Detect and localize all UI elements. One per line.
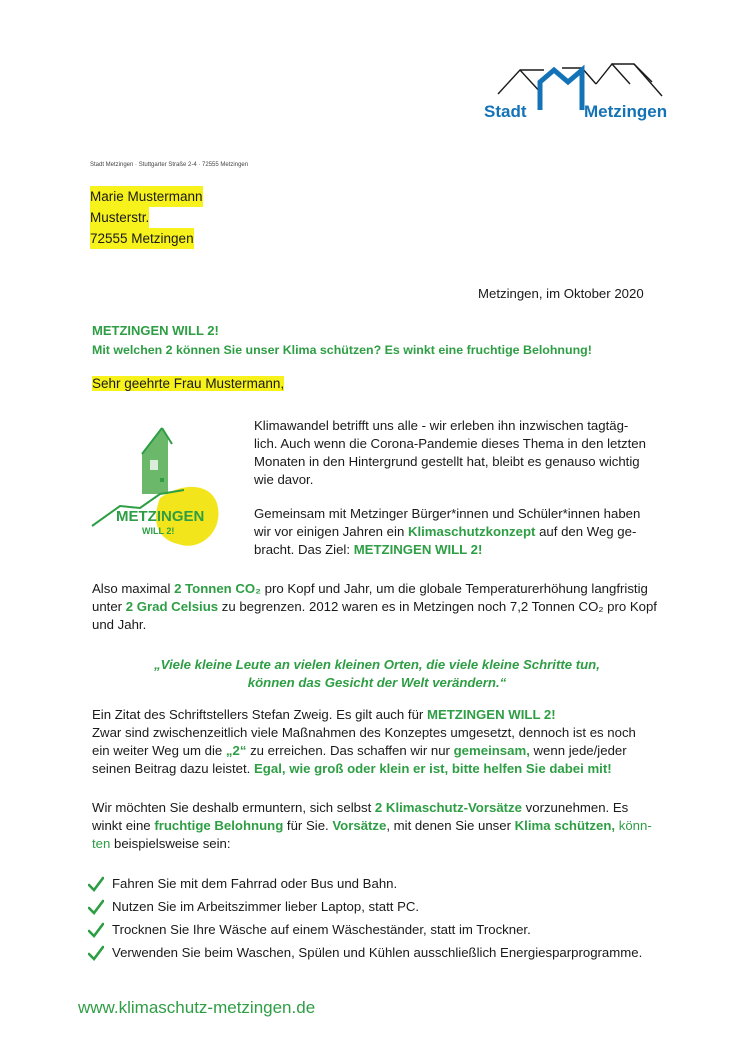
list-item: Verwenden Sie beim Waschen, Spülen und Kühlen ausschließlich Energiesparprogramme.: [88, 941, 708, 964]
letter-date: Metzingen, im Oktober 2020: [478, 286, 644, 301]
recipient-address: [90, 186, 203, 249]
paragraph-resolutions: Wir möchten Sie deshalb ermuntern, sich selbst 2 Klimaschutz-Vorsätze vorzunehmen. Es winkt eine fruchtige Belohnung für Sie. Vorsätze, mit denen Sie unser Klima schützen, könn- ten beispielsweise sein:: [92, 800, 652, 851]
highlight-klimaschutzkonzept: Klimaschutzkonzept: [407, 524, 536, 539]
paragraph-together: Ein Zitat des Schriftstellers Stefan Zweig. Es gilt auch für METZINGEN WILL 2! Zwar sind zwischenzeitlich viele Maßnahmen des Konzeptes umgesetzt, dennoch ist es noch ein weiter Weg um die „2“ zu erreichen. Das schaffen wir nur gemeinsam, wenn jede/jeder seinen Beitrag dazu leistet. Egal, wie groß oder klein er ist, bitte helfen Sie dabei mit!: [92, 707, 636, 776]
checkmark-icon: [88, 876, 104, 892]
emblem-text-will2: WILL 2!: [142, 526, 175, 536]
recipient-city: 72555 Metzingen: [90, 228, 194, 249]
paragraph-concept: Gemeinsam mit Metzinger Bürger*innen und Schüler*innen haben wir vor einigen Jahren ein Klimaschutzkonzept auf den Weg ge- bracht. Das Ziel: METZINGEN WILL 2!: [254, 506, 641, 557]
emblem-text-metzingen: METZINGEN: [116, 508, 205, 525]
recipient-name: Marie Mustermann: [90, 186, 203, 207]
zweig-quote: „Viele kleine Leute an vielen kleinen Orten, die viele kleine Schritte tun, können das Gesicht der Welt verändern.“: [154, 657, 600, 690]
paragraph-intro: Klimawandel betrifft uns alle - wir erleben ihn inzwischen tagtäg- lich. Auch wenn die Corona-Pandemie dieses Thema in den letzten Monaten in den Hintergrund gestellt hat, bleibt es genauso wichtig wie davor.: [254, 418, 646, 487]
checklist: [88, 872, 708, 964]
recipient-street: Musterstr.: [90, 207, 149, 228]
headline-subtitle: Mit welchen 2 können Sie unser Klima schützen? Es winkt eine fruchtige Belohnung!: [92, 343, 592, 357]
list-item: Fahren Sie mit dem Fahrrad oder Bus und Bahn.: [88, 872, 708, 895]
list-item: Nutzen Sie im Arbeitszimmer lieber Laptop, statt PC.: [88, 895, 708, 918]
list-item: Trocknen Sie Ihre Wäsche auf einem Wäscheständer, statt im Trockner.: [88, 918, 708, 941]
sender-line: Stadt Metzingen · Stuttgarter Straße 2-4 · 72555 Metzingen: [90, 162, 249, 168]
logo-word-stadt: Stadt: [484, 102, 527, 121]
logo-word-metzingen: Metzingen: [584, 102, 668, 121]
headline-title: METZINGEN WILL 2!: [92, 323, 219, 338]
salutation: Sehr geehrte Frau Mustermann,: [92, 376, 285, 391]
footer-url[interactable]: www.klimaschutz-metzingen.de: [78, 998, 316, 1017]
highlight-goal: METZINGEN WILL 2!: [353, 542, 483, 557]
checkmark-icon: [88, 899, 104, 915]
checkmark-icon: [88, 922, 104, 938]
checkmark-icon: [88, 945, 104, 961]
paragraph-co2: Also maximal 2 Tonnen CO₂ pro Kopf und Jahr, um die globale Temperaturerhöhung langfristig unter 2 Grad Celsius zu begrenzen. 2012 waren es in Metzingen noch 7,2 Tonnen CO₂ pro Kopf und Jahr.: [92, 581, 657, 632]
